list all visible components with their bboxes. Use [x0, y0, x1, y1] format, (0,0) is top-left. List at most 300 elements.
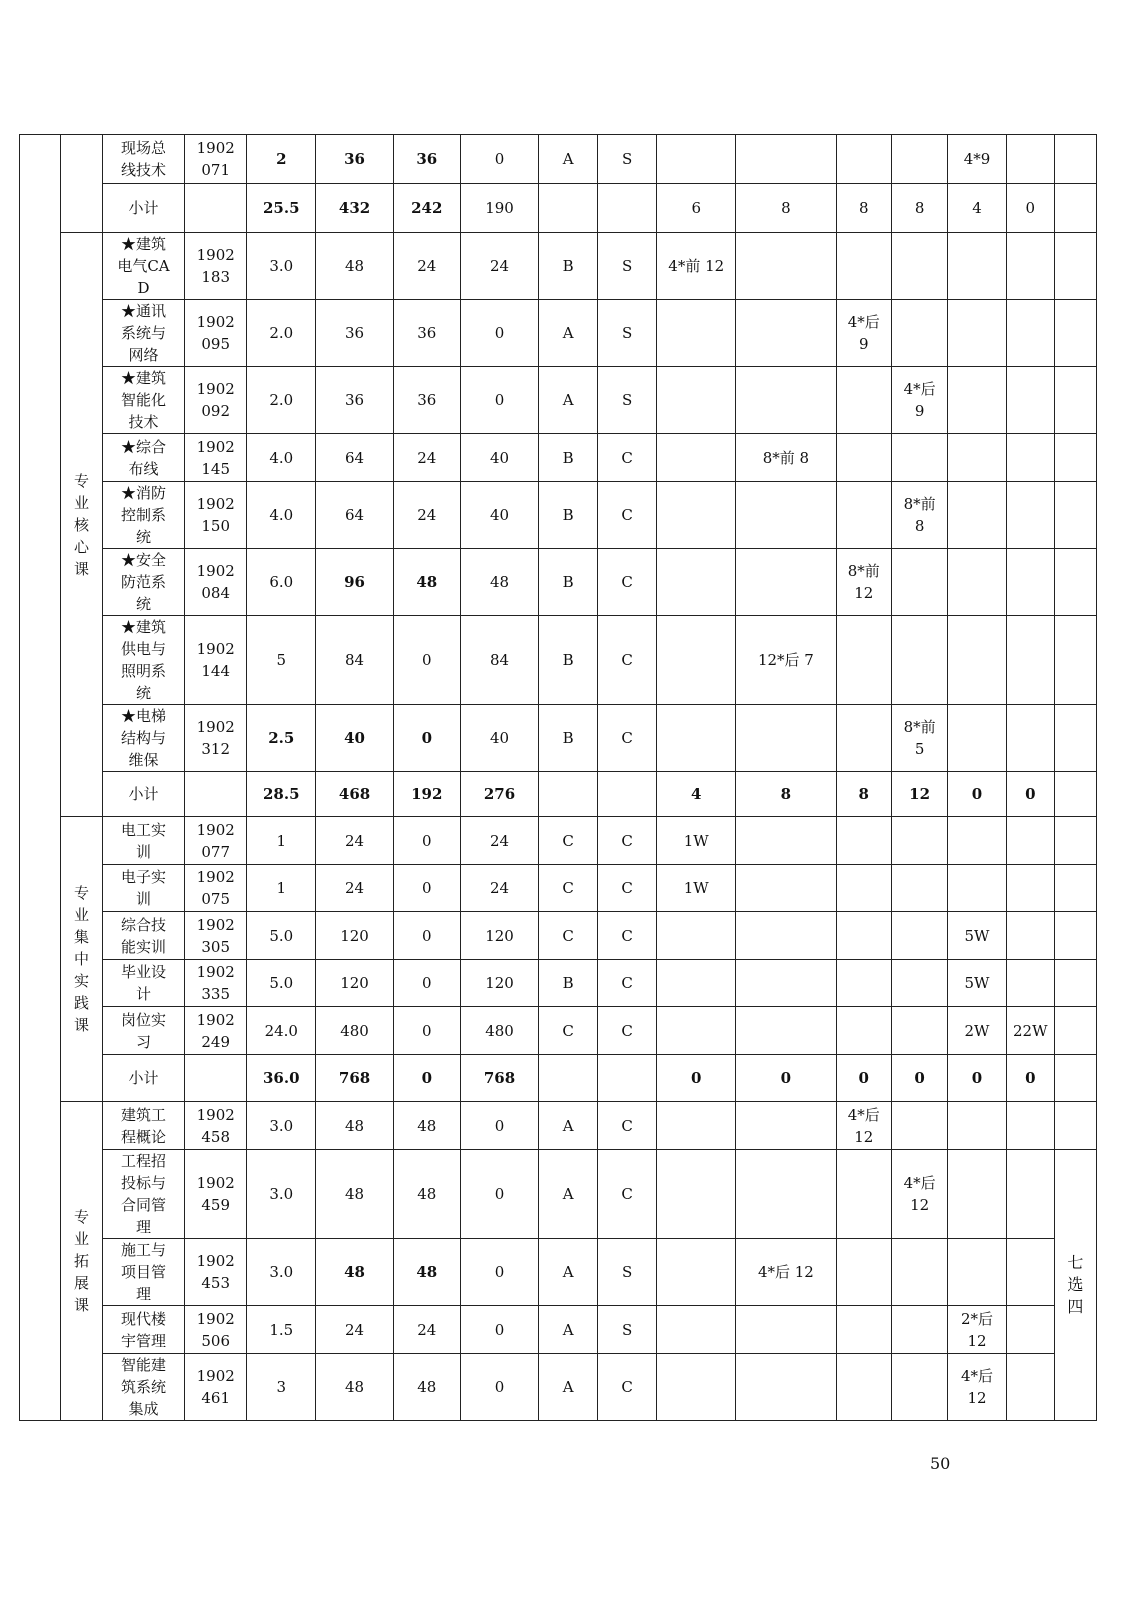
table-row: [20, 960, 1097, 1007]
semester-s6: [1006, 1239, 1054, 1306]
course-code: [184, 482, 247, 549]
course-name-text: 岗位实习: [120, 1010, 166, 1051]
course-theory-text: 0: [422, 926, 432, 945]
course-type: [539, 1354, 597, 1421]
course-hours-text: 120: [340, 926, 369, 945]
course-name: [102, 1102, 184, 1150]
elective-note: [1054, 1150, 1096, 1421]
course-type: [539, 434, 597, 482]
subtotal-label-text: 小计: [128, 1069, 159, 1087]
semester-s3: [836, 1102, 891, 1150]
course-theory: [393, 1306, 460, 1354]
semester-s3-text: 4*后 12: [847, 1105, 880, 1146]
subtotal-s4-text: 8: [914, 199, 925, 217]
semester-s3: [836, 300, 891, 367]
semester-s1: [657, 616, 736, 705]
semester-s5-text: 4*后 12: [960, 1367, 994, 1407]
course-code-text: 1902144: [196, 640, 235, 680]
course-credits: [247, 1150, 316, 1239]
course-type-text: C: [562, 1021, 574, 1040]
assessment: [597, 616, 656, 705]
semester-s6: [1006, 960, 1054, 1007]
course-code-text: 1902071: [196, 139, 235, 179]
assessment: [597, 912, 656, 960]
course-code: [184, 817, 247, 865]
course-code-text: 1902249: [196, 1010, 235, 1051]
semester-s1: [657, 817, 736, 865]
subtotal-label: [102, 772, 184, 817]
course-code: [184, 135, 247, 184]
course-code-text: 1902183: [196, 246, 235, 286]
course-credits-text: 2: [276, 150, 287, 168]
course-theory-text: 0: [422, 879, 432, 897]
course-name-text: 综合技能实训: [120, 915, 166, 956]
course-credits: [247, 1239, 316, 1306]
subtotal-s5-text: 0: [971, 1069, 983, 1087]
course-credits-text: 5.0: [269, 974, 294, 992]
semester-s6: [1006, 616, 1054, 705]
semester-s5-text: 4*9: [963, 150, 991, 168]
course-practice: [460, 865, 539, 912]
subtotal-theory: [393, 184, 460, 233]
semester-s6: [1006, 367, 1054, 434]
course-type-text: B: [562, 506, 574, 524]
course-name: [102, 233, 184, 300]
course-credits: [247, 135, 316, 184]
course-credits: [247, 817, 316, 865]
elective-note-text: 七选四: [1067, 1253, 1084, 1316]
group-label: [60, 1102, 102, 1421]
assessment: [597, 1306, 656, 1354]
semester-s3: [836, 1354, 891, 1421]
assessment: [597, 705, 656, 772]
course-practice-text: 40: [489, 506, 510, 524]
course-credits: [247, 482, 316, 549]
course-practice: [460, 367, 539, 434]
semester-s4: [891, 233, 947, 300]
course-credits: [247, 434, 316, 482]
subtotal-s2-text: 0: [780, 1069, 792, 1087]
course-hours-text: 48: [345, 1116, 365, 1135]
subtotal-s6-text: 0: [1025, 785, 1036, 803]
subtotal-s2-text: 8: [780, 785, 792, 803]
course-credits: [247, 233, 316, 300]
remark-cell: [1054, 1007, 1096, 1055]
assessment-text: C: [621, 1378, 633, 1396]
semester-s6: [1006, 233, 1054, 300]
course-type: [539, 300, 597, 367]
course-hours-text: 36: [345, 391, 365, 409]
course-practice-text: 48: [489, 573, 510, 591]
assessment-text: C: [621, 974, 633, 992]
semester-s1-text: 1W: [683, 879, 709, 897]
semester-s3: [836, 233, 891, 300]
table-row: [20, 233, 1097, 300]
group-label-text: 专业集中实践课: [73, 884, 89, 1034]
subtotal-assess: [597, 772, 656, 817]
remark-cell: [1054, 1055, 1096, 1102]
semester-s1: [657, 912, 736, 960]
course-code: [184, 367, 247, 434]
semester-s5: [948, 1306, 1006, 1354]
course-credits-text: 6.0: [269, 573, 294, 591]
course-credits: [247, 865, 316, 912]
subtotal-s4-text: 0: [914, 1069, 925, 1087]
subtotal-code: [184, 184, 247, 233]
subtotal-s1: [657, 184, 736, 233]
subtotal-type: [539, 772, 597, 817]
course-theory: [393, 1102, 460, 1150]
course-name-text: ★通讯系统与网络: [120, 302, 166, 364]
course-practice: [460, 616, 539, 705]
semester-s2: [736, 1354, 836, 1421]
semester-s1: [657, 1354, 736, 1421]
course-practice-text: 120: [485, 926, 514, 945]
course-practice: [460, 434, 539, 482]
assessment: [597, 960, 656, 1007]
subtotal-s5-text: 0: [971, 785, 983, 803]
semester-s4: [891, 1354, 947, 1421]
course-code-text: 1902459: [196, 1174, 235, 1214]
course-name-text: 现场总线技术: [120, 139, 166, 179]
course-name-text: 工程招投标与合同管理: [120, 1152, 166, 1236]
course-practice: [460, 1306, 539, 1354]
course-practice: [460, 817, 539, 865]
assessment: [597, 1102, 656, 1150]
course-name: [102, 1354, 184, 1421]
subtotal-s2-text: 8: [781, 199, 791, 217]
remark-cell: [1054, 184, 1096, 233]
course-theory-text: 48: [417, 1116, 437, 1135]
course-name: [102, 549, 184, 616]
subtotal-s1-text: 6: [691, 199, 702, 217]
assessment-text: C: [621, 573, 633, 591]
course-theory-text: 36: [417, 391, 437, 409]
semester-s5: [948, 135, 1006, 184]
course-theory: [393, 367, 460, 434]
table-row: [20, 549, 1097, 616]
semester-s5: [948, 549, 1006, 616]
course-practice: [460, 1239, 539, 1306]
course-code: [184, 912, 247, 960]
group-label: [60, 817, 102, 1102]
semester-s3: [836, 705, 891, 772]
remark-cell: [1054, 772, 1096, 817]
assessment: [597, 1354, 656, 1421]
course-credits-text: 24.0: [264, 1021, 298, 1040]
course-credits-text: 1: [276, 831, 287, 850]
course-credits: [247, 616, 316, 705]
semester-s6: [1006, 705, 1054, 772]
course-name: [102, 135, 184, 184]
semester-s3-text: 4*后 9: [847, 313, 880, 353]
course-name: [102, 1306, 184, 1354]
course-credits-text: 3.0: [269, 257, 294, 275]
semester-s5: [948, 367, 1006, 434]
course-practice: [460, 912, 539, 960]
course-credits: [247, 367, 316, 434]
semester-s2: [736, 1239, 836, 1306]
semester-s6-text: 22W: [1013, 1021, 1048, 1040]
semester-s1: [657, 705, 736, 772]
course-practice-text: 0: [494, 1116, 505, 1135]
subtotal-code: [184, 772, 247, 817]
course-code-text: 1902145: [196, 437, 235, 478]
course-hours: [316, 1150, 394, 1239]
group-label: [60, 233, 102, 817]
semester-s1: [657, 865, 736, 912]
semester-s5: [948, 300, 1006, 367]
course-code: [184, 1306, 247, 1354]
course-type-text: A: [562, 1185, 574, 1203]
subtotal-s6-text: 0: [1025, 1069, 1036, 1087]
semester-s4: [891, 616, 947, 705]
assessment-text: C: [621, 1021, 633, 1040]
course-code: [184, 1007, 247, 1055]
table-row: [20, 705, 1097, 772]
semester-s5: [948, 1007, 1006, 1055]
subtotal-hours: [316, 184, 394, 233]
subtotal-s5: [948, 1055, 1006, 1102]
course-hours: [316, 367, 394, 434]
course-theory-text: 0: [422, 651, 432, 669]
subtotal-credits-text: 28.5: [263, 785, 300, 803]
course-name-text: ★建筑电气CAD: [117, 235, 170, 297]
course-theory: [393, 1007, 460, 1055]
course-name-text: 施工与项目管理: [120, 1241, 166, 1303]
semester-s1: [657, 233, 736, 300]
subtotal-theory: [393, 772, 460, 817]
course-type: [539, 482, 597, 549]
semester-s2: [736, 300, 836, 367]
course-practice-text: 40: [489, 448, 510, 467]
course-practice-text: 0: [494, 1378, 505, 1396]
course-plan-table: [19, 134, 1097, 1421]
course-type-text: C: [562, 926, 574, 945]
course-theory: [393, 817, 460, 865]
course-theory: [393, 549, 460, 616]
course-name: [102, 817, 184, 865]
subtotal-s3: [836, 1055, 891, 1102]
semester-s2: [736, 1007, 836, 1055]
assessment: [597, 817, 656, 865]
course-name-text: ★建筑供电与照明系统: [120, 618, 166, 702]
subtotal-hours: [316, 1055, 394, 1102]
semester-s1: [657, 1007, 736, 1055]
course-theory-text: 36: [417, 324, 437, 342]
group-label: [60, 135, 102, 233]
course-hours: [316, 616, 394, 705]
remark-cell: [1054, 817, 1096, 865]
semester-s5-text: 5W: [964, 926, 990, 945]
semester-s2: [736, 549, 836, 616]
semester-s1: [657, 482, 736, 549]
semester-s2: [736, 367, 836, 434]
table-row: [20, 1150, 1097, 1239]
course-type: [539, 1150, 597, 1239]
course-credits-text: 3.0: [269, 1263, 294, 1281]
course-code: [184, 549, 247, 616]
semester-s2: [736, 1102, 836, 1150]
subtotal-s6: [1006, 1055, 1054, 1102]
course-code-text: 1902506: [196, 1309, 235, 1350]
subtotal-s3: [836, 772, 891, 817]
semester-s3: [836, 865, 891, 912]
course-type-text: A: [562, 1320, 574, 1339]
course-credits-text: 5: [276, 651, 287, 669]
course-theory-text: 0: [422, 974, 432, 992]
remark-cell: [1054, 912, 1096, 960]
semester-s6: [1006, 135, 1054, 184]
course-name: [102, 960, 184, 1007]
semester-s2: [736, 616, 836, 705]
course-type: [539, 1007, 597, 1055]
course-theory: [393, 865, 460, 912]
semester-s5-text: 2W: [964, 1021, 990, 1040]
subtotal-label-text: 小计: [128, 785, 159, 803]
group-label-text: 专业核心课: [73, 471, 89, 578]
subtotal-row: [20, 184, 1097, 233]
course-hours: [316, 817, 394, 865]
subtotal-s1-text: 0: [691, 1069, 702, 1087]
course-code: [184, 300, 247, 367]
subtotal-s4: [891, 772, 947, 817]
semester-s4: [891, 1306, 947, 1354]
course-code-text: 1902305: [196, 915, 235, 956]
course-hours: [316, 1007, 394, 1055]
course-practice-text: 24: [489, 257, 510, 275]
semester-s3: [836, 367, 891, 434]
course-type: [539, 705, 597, 772]
table-row: [20, 434, 1097, 482]
semester-s3: [836, 434, 891, 482]
course-name: [102, 367, 184, 434]
course-type: [539, 960, 597, 1007]
course-type: [539, 233, 597, 300]
course-type-text: B: [562, 974, 574, 992]
course-credits-text: 3: [276, 1378, 287, 1396]
semester-s1: [657, 434, 736, 482]
semester-s4-text: 8*前 5: [903, 718, 936, 758]
semester-s5: [948, 865, 1006, 912]
assessment-text: S: [621, 150, 633, 168]
course-hours: [316, 960, 394, 1007]
course-practice-text: 0: [494, 324, 505, 342]
subtotal-s3-text: 8: [858, 785, 869, 803]
subtotal-theory-text: 0: [421, 1069, 432, 1087]
semester-s5: [948, 912, 1006, 960]
course-code-text: 1902075: [196, 868, 235, 908]
semester-s2: [736, 960, 836, 1007]
subtotal-s6: [1006, 772, 1054, 817]
semester-s5-text: 2*后 12: [960, 1309, 994, 1350]
course-practice-text: 0: [494, 1320, 505, 1339]
subtotal-credits: [247, 184, 316, 233]
course-type-text: A: [562, 1263, 574, 1281]
remark-cell: [1054, 960, 1096, 1007]
semester-s3: [836, 616, 891, 705]
subtotal-credits: [247, 1055, 316, 1102]
course-code-text: 1902150: [196, 495, 235, 535]
semester-s4: [891, 135, 947, 184]
course-practice-text: 0: [494, 150, 505, 168]
semester-s1-text: 1W: [683, 831, 709, 850]
subtotal-s2: [736, 1055, 836, 1102]
table-row: [20, 1306, 1097, 1354]
course-credits-text: 2.0: [269, 324, 294, 342]
semester-s4: [891, 482, 947, 549]
course-hours: [316, 705, 394, 772]
remark-cell: [1054, 1102, 1096, 1150]
subtotal-hours-text: 432: [338, 199, 371, 217]
semester-s4: [891, 300, 947, 367]
course-type-text: B: [562, 573, 574, 591]
course-theory-text: 48: [416, 573, 438, 591]
subtotal-s4: [891, 184, 947, 233]
course-name-text: 电工实训: [120, 820, 166, 861]
course-code-text: 1902077: [196, 820, 235, 861]
semester-s5: [948, 1150, 1006, 1239]
course-hours-text: 48: [345, 1185, 365, 1203]
course-code: [184, 865, 247, 912]
semester-s6: [1006, 549, 1054, 616]
course-practice-text: 84: [489, 651, 510, 669]
course-type-text: B: [562, 729, 574, 747]
course-code: [184, 434, 247, 482]
course-code-text: 1902458: [196, 1105, 235, 1146]
course-credits-text: 1.5: [269, 1320, 294, 1339]
course-practice: [460, 482, 539, 549]
course-hours-text: 48: [344, 1263, 365, 1281]
course-hours: [316, 1102, 394, 1150]
semester-s3: [836, 1239, 891, 1306]
semester-s2: [736, 1150, 836, 1239]
semester-s2: [736, 1306, 836, 1354]
course-name: [102, 1239, 184, 1306]
course-credits-text: 2.5: [268, 729, 295, 747]
course-credits-text: 3.0: [269, 1116, 294, 1135]
semester-s6: [1006, 817, 1054, 865]
course-type: [539, 616, 597, 705]
course-code-text: 1902312: [196, 718, 235, 758]
semester-s2: [736, 817, 836, 865]
semester-s1-text: 4*前 12: [668, 257, 725, 275]
subtotal-theory-text: 242: [411, 199, 443, 217]
course-type: [539, 1306, 597, 1354]
semester-s3-text: 8*前 12: [847, 562, 880, 602]
subtotal-type: [539, 1055, 597, 1102]
assessment-text: S: [621, 391, 633, 409]
subtotal-type: [539, 184, 597, 233]
course-type-text: A: [562, 1116, 574, 1135]
course-practice: [460, 1007, 539, 1055]
semester-s4: [891, 434, 947, 482]
course-name-text: ★建筑智能化技术: [120, 369, 166, 431]
course-theory-text: 0: [422, 831, 432, 850]
semester-s1: [657, 1239, 736, 1306]
group-label-text: 专业拓展课: [73, 1208, 89, 1314]
course-practice: [460, 1150, 539, 1239]
remark-cell: [1054, 300, 1096, 367]
course-hours: [316, 482, 394, 549]
category-column: [20, 135, 61, 1421]
semester-s4: [891, 549, 947, 616]
semester-s5: [948, 817, 1006, 865]
subtotal-s1: [657, 772, 736, 817]
semester-s2: [736, 705, 836, 772]
assessment-text: C: [621, 448, 633, 467]
course-type: [539, 1102, 597, 1150]
